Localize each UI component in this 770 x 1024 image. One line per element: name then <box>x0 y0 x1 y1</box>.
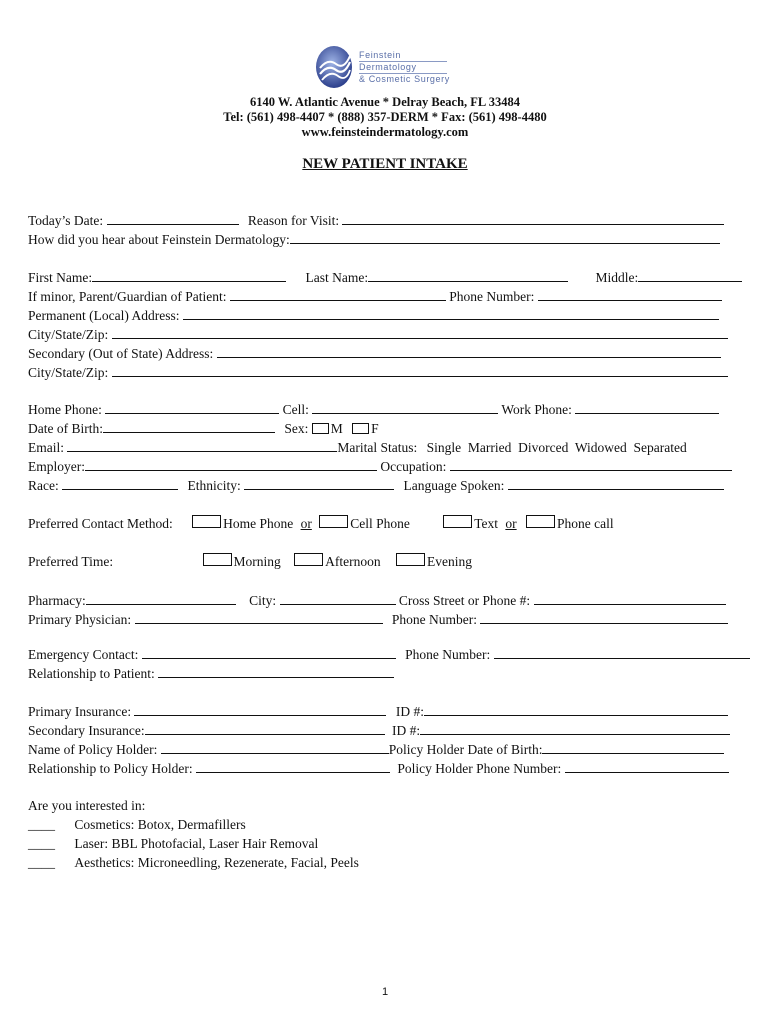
checkbox-afternoon[interactable] <box>294 553 323 566</box>
field-city-state-zip-2[interactable] <box>112 364 728 377</box>
field-guardian[interactable] <box>230 288 446 301</box>
label-policy-holder-phone: Policy Holder Phone Number: <box>397 761 562 776</box>
field-primary-physician[interactable] <box>135 611 383 624</box>
clinic-address: 6140 W. Atlantic Avenue * Delray Beach, FL 33484 <box>250 95 520 109</box>
label-marital-status: Marital Status: <box>337 440 418 455</box>
field-pharmacy[interactable] <box>86 592 236 605</box>
label-language: Language Spoken: <box>403 478 505 493</box>
field-dob[interactable] <box>103 420 275 433</box>
label-or-1: or <box>300 516 312 531</box>
row-secondary-insurance <box>28 722 730 740</box>
row-date-reason <box>28 212 724 230</box>
label-home-phone: Home Phone: <box>28 402 102 417</box>
label-city-state-zip-2: City/State/Zip: <box>28 365 109 380</box>
field-primary-id[interactable] <box>424 703 728 716</box>
field-home-phone[interactable] <box>105 401 279 414</box>
label-occupation: Occupation: <box>380 459 447 474</box>
label-cross-street: Cross Street or Phone #: <box>398 593 531 608</box>
interest-label: Cosmetics: Botox, Dermafillers <box>74 817 246 832</box>
field-language[interactable] <box>508 477 724 490</box>
clinic-phones: Tel: (561) 498-4407 * (888) 357-DERM * Fax: (561) 498-4480 <box>223 110 547 124</box>
field-emergency-phone[interactable] <box>494 646 750 659</box>
label-secondary-insurance: Secondary Insurance: <box>28 723 145 738</box>
interest-item[interactable] <box>28 835 318 853</box>
logo-line-1: Feinstein <box>359 50 447 62</box>
label-guardian: If minor, Parent/Guardian of Patient: <box>28 289 227 304</box>
label-sex-m: M <box>330 421 343 436</box>
field-todays-date[interactable] <box>107 212 239 225</box>
row-primary-insurance <box>28 703 728 721</box>
interest-label: Laser: BBL Photofacial, Laser Hair Removal <box>74 836 319 851</box>
field-policy-holder[interactable] <box>161 741 389 754</box>
row-race <box>28 477 724 495</box>
checkbox-home-phone[interactable] <box>192 515 221 528</box>
label-ethnicity: Ethnicity: <box>187 478 241 493</box>
label-hear-about: How did you hear about Feinstein Dermatology: <box>28 232 290 247</box>
field-secondary-address[interactable] <box>217 345 721 358</box>
field-policy-holder-dob[interactable] <box>542 741 724 754</box>
field-occupation[interactable] <box>450 458 732 471</box>
field-policy-holder-phone[interactable] <box>565 760 729 773</box>
label-contact-home-phone: Home Phone <box>223 516 294 531</box>
field-cell[interactable] <box>312 401 498 414</box>
checkbox-evening[interactable] <box>396 553 425 566</box>
interest-item[interactable] <box>28 816 246 834</box>
checkbox-sex-f[interactable] <box>352 423 369 434</box>
label-evening: Evening <box>426 554 472 569</box>
label-secondary-address: Secondary (Out of State) Address: <box>28 346 214 361</box>
checkbox-text[interactable] <box>443 515 472 528</box>
label-emergency-contact: Emergency Contact: <box>28 647 139 662</box>
label-policy-holder-dob: Policy Holder Date of Birth: <box>388 742 543 757</box>
field-cross-street[interactable] <box>534 592 726 605</box>
logo-wordmark <box>359 50 459 85</box>
label-policy-holder: Name of Policy Holder: <box>28 742 158 757</box>
label-secondary-id: ID #: <box>391 723 421 738</box>
row-name <box>28 269 742 287</box>
field-race[interactable] <box>62 477 178 490</box>
field-hear-about[interactable] <box>290 231 720 244</box>
row-relationship-patient <box>28 665 394 683</box>
field-emergency-contact[interactable] <box>142 646 396 659</box>
field-guardian-phone[interactable] <box>538 288 722 301</box>
field-pharmacy-city[interactable] <box>280 592 396 605</box>
label-morning: Morning <box>233 554 281 569</box>
label-permanent-address: Permanent (Local) Address: <box>28 308 180 323</box>
label-relationship-patient: Relationship to Patient: <box>28 666 155 681</box>
label-city-state-zip: City/State/Zip: <box>28 327 109 342</box>
label-primary-physician: Primary Physician: <box>28 612 132 627</box>
field-ethnicity[interactable] <box>244 477 394 490</box>
label-primary-id: ID #: <box>395 704 424 719</box>
label-sex-f: F <box>371 421 379 436</box>
logo-line-2: Dermatology <box>359 62 447 74</box>
label-guardian-phone: Phone Number: <box>449 289 535 304</box>
interest-item[interactable] <box>28 854 359 872</box>
label-middle: Middle: <box>595 270 639 285</box>
label-email: Email: <box>28 440 64 455</box>
row-secondary-address <box>28 345 721 363</box>
label-work-phone: Work Phone: <box>501 402 572 417</box>
row-dob-sex <box>28 420 379 438</box>
row-city-state-zip-1 <box>28 326 728 344</box>
label-emergency-phone: Phone Number: <box>405 647 491 662</box>
field-work-phone[interactable] <box>575 401 719 414</box>
label-physician-phone: Phone Number: <box>391 612 477 627</box>
label-relationship-policy: Relationship to Policy Holder: <box>28 761 193 776</box>
row-pharmacy <box>28 592 726 610</box>
interest-blank[interactable]: ____ <box>28 836 55 851</box>
interests-heading: Are you interested in: <box>28 798 146 813</box>
checkbox-morning[interactable] <box>203 553 232 566</box>
checkbox-cell-phone[interactable] <box>319 515 348 528</box>
label-dob: Date of Birth: <box>28 421 103 436</box>
row-preferred-time <box>28 553 472 571</box>
field-email[interactable] <box>67 439 337 452</box>
row-phones <box>28 401 719 419</box>
page-number: 1 <box>381 986 389 998</box>
label-contact-method: Preferred Contact Method: <box>28 516 173 531</box>
row-relationship-policy <box>28 760 729 778</box>
field-relationship-policy[interactable] <box>196 760 390 773</box>
row-contact-method <box>28 515 614 533</box>
row-hear-about <box>28 231 720 249</box>
wave-logo-icon <box>314 44 356 90</box>
label-preferred-time: Preferred Time: <box>28 554 114 569</box>
clinic-website: www.feinsteindermatology.com <box>301 125 469 139</box>
field-last-name[interactable] <box>368 269 568 282</box>
label-last-name: Last Name: <box>305 270 369 285</box>
field-middle[interactable] <box>638 269 742 282</box>
marital-options[interactable]: Single Married Divorced Widowed Separated <box>426 440 687 455</box>
label-race: Race: <box>28 478 59 493</box>
label-pharmacy-city: City: <box>249 593 277 608</box>
logo-line-3: & Cosmetic Surgery <box>359 74 450 84</box>
row-guardian <box>28 288 722 306</box>
label-contact-text: Text <box>474 516 498 531</box>
label-afternoon: Afternoon <box>325 554 381 569</box>
checkbox-phone-call[interactable] <box>526 515 555 528</box>
clinic-logo <box>314 44 464 90</box>
label-pharmacy: Pharmacy: <box>28 593 86 608</box>
label-employer: Employer: <box>28 459 85 474</box>
interest-label: Aesthetics: Microneedling, Rezenerate, Facial, Peels <box>74 855 359 870</box>
field-reason-for-visit[interactable] <box>342 212 724 225</box>
field-first-name[interactable] <box>92 269 286 282</box>
field-primary-insurance[interactable] <box>134 703 386 716</box>
checkbox-sex-m[interactable] <box>312 423 329 434</box>
label-reason-for-visit: Reason for Visit: <box>247 213 340 228</box>
row-permanent-address <box>28 307 719 325</box>
field-relationship-patient[interactable] <box>158 665 394 678</box>
label-contact-phone-call: Phone call <box>557 516 614 531</box>
field-secondary-insurance[interactable] <box>145 722 385 735</box>
label-todays-date: Today’s Date: <box>28 213 104 228</box>
form-title: NEW PATIENT INTAKE <box>302 156 468 172</box>
field-secondary-id[interactable] <box>420 722 730 735</box>
row-primary-physician <box>28 611 728 629</box>
label-cell: Cell: <box>282 402 309 417</box>
label-sex: Sex: <box>284 421 309 436</box>
field-permanent-address[interactable] <box>183 307 719 320</box>
field-physician-phone[interactable] <box>480 611 728 624</box>
interest-blank[interactable]: ____ <box>28 817 55 832</box>
row-emergency-contact <box>28 646 750 664</box>
field-employer[interactable] <box>85 458 377 471</box>
label-first-name: First Name: <box>28 270 93 285</box>
field-city-state-zip[interactable] <box>112 326 728 339</box>
interest-blank[interactable]: ____ <box>28 855 55 870</box>
row-email-marital <box>28 439 687 457</box>
row-employer <box>28 458 732 476</box>
label-contact-cell-phone: Cell Phone <box>350 516 410 531</box>
row-city-state-zip-2 <box>28 364 728 382</box>
label-or-2: or <box>505 516 517 531</box>
label-primary-insurance: Primary Insurance: <box>28 704 132 719</box>
row-policy-holder <box>28 741 724 759</box>
